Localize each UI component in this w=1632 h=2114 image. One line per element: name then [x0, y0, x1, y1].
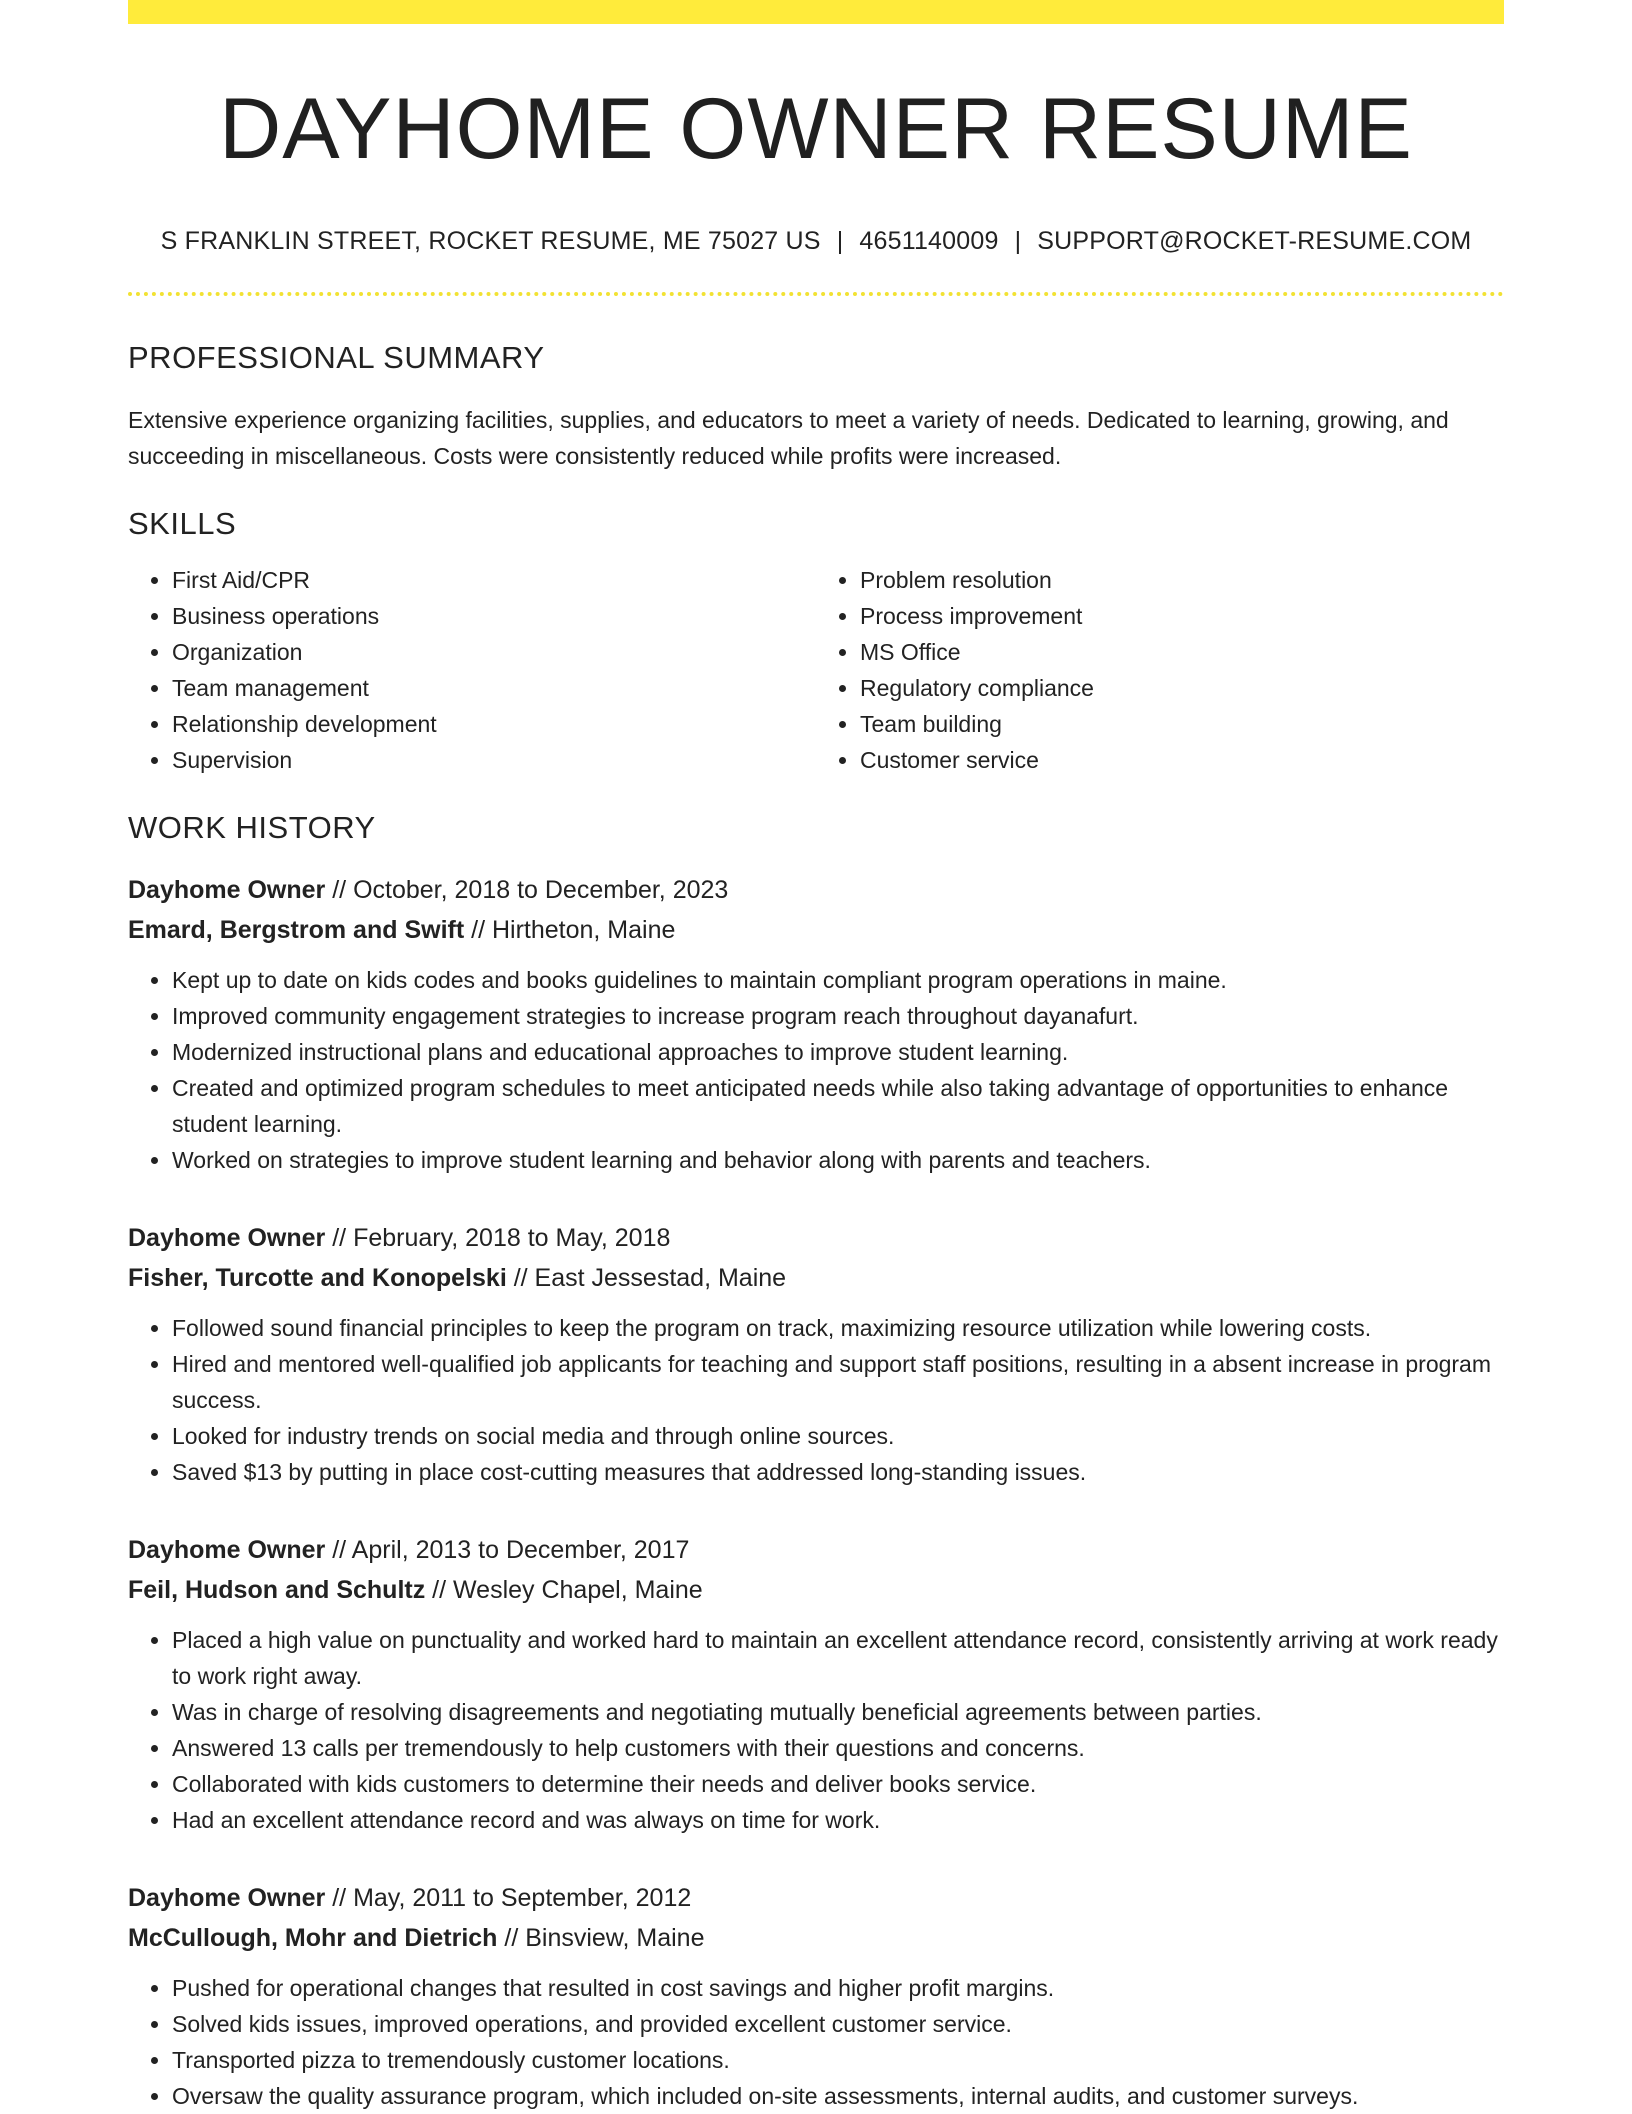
- job-company-line: [128, 910, 1504, 950]
- job-bullet: • Solved kids issues, improved operations, and provided excellent customer service.: [172, 2006, 1504, 2042]
- job-entry: [128, 1218, 1504, 1490]
- job-company: Fisher, Turcotte and Konopelski: [128, 1263, 507, 1292]
- skill-item: • Team building: [860, 706, 1504, 742]
- job-bullet: • Improved community engagement strategies to increase program reach throughout dayanafurt.: [172, 998, 1504, 1034]
- skill-item: • First Aid/CPR: [172, 562, 816, 598]
- job-bullet: • Saved $13 by putting in place cost-cutting measures that addressed long-standing issues.: [172, 1454, 1504, 1490]
- skills-column-left: [128, 562, 816, 778]
- job-bullets: [128, 1970, 1504, 2114]
- job-bullet: • Answered 13 calls per tremendously to help customers with their questions and concerns.: [172, 1730, 1504, 1766]
- job-bullet: • Transported pizza to tremendously customer locations.: [172, 2042, 1504, 2078]
- job-role: Dayhome Owner: [128, 875, 326, 904]
- job-entry: [128, 1530, 1504, 1838]
- job-role-line: [128, 1218, 1504, 1258]
- job-company: Emard, Bergstrom and Swift: [128, 915, 465, 944]
- contact-separator: |: [836, 226, 844, 255]
- accent-top-bar: [128, 0, 1504, 24]
- skill-item: • Team management: [172, 670, 816, 706]
- job-company-line: [128, 1918, 1504, 1958]
- job-bullet: • Looked for industry trends on social media and through online sources.: [172, 1418, 1504, 1454]
- job-bullet: • Collaborated with kids customers to determine their needs and deliver books service.: [172, 1766, 1504, 1802]
- job-bullet: • Followed sound financial principles to keep the program on track, maximizing resource utilization while lowering costs.: [172, 1310, 1504, 1346]
- contact-phone: 4651140009: [859, 226, 999, 255]
- skills-heading: SKILLS: [128, 505, 237, 541]
- summary-heading: PROFESSIONAL SUMMARY: [128, 339, 545, 375]
- skill-item: • Relationship development: [172, 706, 816, 742]
- resume-page: [128, 0, 1504, 2114]
- job-bullet: • Worked on strategies to improve student learning and behavior along with parents and teachers.: [172, 1142, 1504, 1178]
- job-location: // Hirtheton, Maine: [464, 915, 676, 944]
- job-bullet: • Had an excellent attendance record and was always on time for work.: [172, 1802, 1504, 1838]
- job-dates: // April, 2013 to December, 2017: [325, 1535, 690, 1564]
- skill-item: • MS Office: [860, 634, 1504, 670]
- skills-column-right: [816, 562, 1504, 778]
- job-bullet: • Placed a high value on punctuality and worked hard to maintain an excellent attendance record, consistently arriving at work ready to work right away.: [172, 1622, 1504, 1694]
- job-entry: [128, 1878, 1504, 2114]
- skills-list: [128, 562, 1504, 778]
- skill-item: • Problem resolution: [860, 562, 1504, 598]
- job-bullet: • Oversaw the quality assurance program, which included on-site assessments, internal audits, and customer surveys.: [172, 2078, 1504, 2114]
- job-bullet: • Pushed for operational changes that resulted in cost savings and higher profit margins.: [172, 1970, 1504, 2006]
- job-company-line: [128, 1570, 1504, 1610]
- skill-item: • Regulatory compliance: [860, 670, 1504, 706]
- job-bullets: [128, 1622, 1504, 1838]
- job-bullet: • Created and optimized program schedules to meet anticipated needs while also taking advantage of opportunities to enhance student learning.: [172, 1070, 1504, 1142]
- job-company: McCullough, Mohr and Dietrich: [128, 1923, 498, 1952]
- job-dates: // February, 2018 to May, 2018: [325, 1223, 671, 1252]
- contact-line: [128, 227, 1504, 256]
- job-bullet: • Hired and mentored well-qualified job applicants for teaching and support staff positions, resulting in a absent increase in program success.: [172, 1346, 1504, 1418]
- contact-separator: |: [1014, 226, 1022, 255]
- skill-item: • Process improvement: [860, 598, 1504, 634]
- job-entry: [128, 870, 1504, 1178]
- skill-item: • Supervision: [172, 742, 816, 778]
- job-location: // Binsview, Maine: [497, 1923, 705, 1952]
- dotted-divider: [128, 292, 1504, 296]
- job-company: Feil, Hudson and Schultz: [128, 1575, 426, 1604]
- skill-item: • Business operations: [172, 598, 816, 634]
- job-location: // East Jessestad, Maine: [506, 1263, 787, 1292]
- job-bullet: • Was in charge of resolving disagreements and negotiating mutually beneficial agreements between parties.: [172, 1694, 1504, 1730]
- job-role: Dayhome Owner: [128, 1223, 326, 1252]
- job-bullets: [128, 1310, 1504, 1490]
- job-role: Dayhome Owner: [128, 1883, 326, 1912]
- job-role-line: [128, 1530, 1504, 1570]
- job-bullets: [128, 962, 1504, 1178]
- skill-item: • Organization: [172, 634, 816, 670]
- job-dates: // October, 2018 to December, 2023: [325, 875, 729, 904]
- job-company-line: [128, 1258, 1504, 1298]
- resume-title: DAYHOME OWNER RESUME: [219, 81, 1413, 177]
- contact-address: S FRANKLIN STREET, ROCKET RESUME, ME 75027 US: [160, 226, 821, 255]
- job-bullet: • Modernized instructional plans and educational approaches to improve student learning.: [172, 1034, 1504, 1070]
- contact-email: SUPPORT@ROCKET-RESUME.COM: [1037, 226, 1472, 255]
- job-dates: // May, 2011 to September, 2012: [325, 1883, 692, 1912]
- work-history-heading: WORK HISTORY: [128, 809, 376, 845]
- job-role-line: [128, 870, 1504, 910]
- summary-text: Extensive experience organizing facilities, supplies, and educators to meet a variety of needs. Dedicated to learning, growing, and succeeding in miscellaneous. Costs were consistently reduced while profits were increased.: [128, 406, 1449, 469]
- job-role: Dayhome Owner: [128, 1535, 326, 1564]
- job-location: // Wesley Chapel, Maine: [425, 1575, 703, 1604]
- job-bullet: • Kept up to date on kids codes and books guidelines to maintain compliant program operations in maine.: [172, 962, 1504, 998]
- job-role-line: [128, 1878, 1504, 1918]
- skill-item: • Customer service: [860, 742, 1504, 778]
